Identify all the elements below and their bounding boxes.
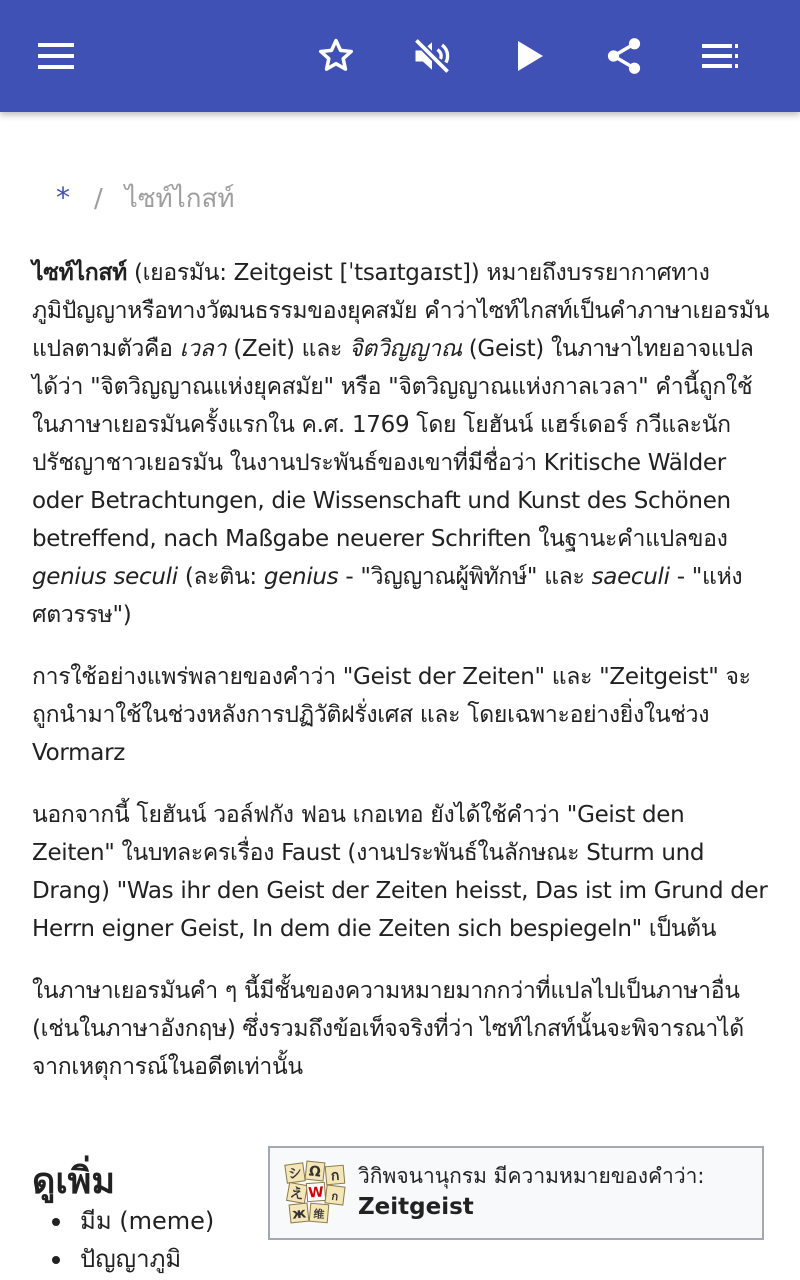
italic-term: จิตวิญญาณ — [349, 336, 462, 362]
svg-text:え: え — [288, 1184, 306, 1204]
wiktionary-label: วิกิพจนานุกรม มีความหมายของคำว่า: — [358, 1164, 705, 1188]
svg-text:Ω: Ω — [308, 1163, 322, 1181]
svg-text:维: 维 — [312, 1207, 325, 1222]
text-run: (Zeit) และ — [226, 336, 350, 362]
text-run: (Geist) ในภาษาไทยอาจแปลได้ว่า "จิตวิญญาณแห่งยุคสมัย" หรือ "จิตวิญญาณแห่งกาลเวลา" คำนี้ถูกใช้ในภาษาเยอรมันครั้งแรกใน ค.ศ. 1769 โดย โยฮันน์ แฮร์เดอร์ กวีและนักปรัชญาชาวเยอรมัน ในงานประพันธ์ของเขาที่มีชื่อว่า Kritische Wälder oder Betrachtungen, die Wissenschaft und Kunst des Schönen betreffend, nach Maßgabe neuerer Schriften ในฐานะคำแปลของ — [32, 336, 754, 552]
text-run: (เยอรมัน: Zeitgeist [ˈtsaɪtgaɪst]) หมายถึงบรรยากาศทางภูมิปัญญาหรือทางวัฒนธรรมของยุคสมัย คำว่าไซท์ไกสท์เป็นคำภาษาเยอรมัน แปลตามตัวคือ — [32, 260, 770, 362]
italic-term: saeculi — [591, 564, 670, 590]
play-icon — [515, 39, 545, 73]
article-paragraph-meaning: ในภาษาเยอรมันคำ ๆ นี้มีชั้นของความหมายมากกว่าที่แปลไปเป็นภาษาอื่น (เช่นในภาษาอังกฤษ) ซึ่งรวมถึงข้อเท็จจริงที่ว่า ไซท์ไกสท์นั้นจะพิจารณาได้จากเหตุการณ์ในอดีตเท่านั้น — [32, 978, 744, 1080]
wiktionary-term-link[interactable]: Zeitgeist — [358, 1194, 474, 1220]
mute-button[interactable] — [404, 28, 460, 84]
app-toolbar — [0, 0, 800, 112]
svg-text:シ: シ — [287, 1165, 304, 1183]
svg-text:W: W — [307, 1184, 325, 1202]
see-also-item[interactable]: มีม (meme) — [32, 1202, 214, 1240]
italic-term: genius — [263, 564, 339, 590]
svg-text:ก: ก — [330, 1189, 339, 1204]
article-paragraph-usage: การใช้อย่างแพร่พลายของคำว่า "Geist der Zeiten" และ "Zeitgeist" จะถูกนำมาใช้ในช่วงหลังการปฏิวัติฝรั่งเศส และ โดยเฉพาะอย่างยิ่งในช่วง Vormarz — [32, 664, 751, 766]
breadcrumb — [56, 178, 234, 219]
menu-button[interactable] — [28, 28, 84, 84]
wiktionary-logo-icon — [282, 1158, 348, 1224]
menu-icon — [36, 41, 76, 71]
see-also-list — [32, 1202, 214, 1278]
text-run: (ละติน: — [177, 564, 264, 590]
bookmark-button[interactable] — [308, 28, 364, 84]
play-button[interactable] — [502, 28, 558, 84]
list-icon — [700, 42, 740, 70]
article-paragraph-intro — [32, 254, 772, 634]
breadcrumb-current: ไซท์ไกสท์ — [124, 184, 235, 214]
article-title-term: ไซท์ไกสท์ — [32, 260, 127, 286]
mute-icon — [410, 34, 454, 78]
star-icon — [315, 35, 357, 77]
text-run: - "วิญญาณผู้พิทักษ์" และ — [338, 564, 592, 590]
breadcrumb-root-link[interactable]: * — [56, 181, 70, 214]
wiktionary-box[interactable] — [268, 1146, 764, 1240]
article-body — [32, 254, 772, 1110]
svg-text:ж: ж — [291, 1205, 307, 1223]
share-icon — [603, 34, 645, 78]
breadcrumb-separator: / — [94, 184, 103, 214]
svg-text:ก: ก — [330, 1167, 341, 1185]
article-paragraph-goethe: นอกจากนี้ โยฮันน์ วอล์ฟกัง ฟอน เกอเทอ ยังได้ใช้คำว่า "Geist den Zeiten" ในบทละครเรื่อง Faust (งานประพันธ์ในลักษณะ Sturm und Drang) "Was ihr den Geist der Zeiten heisst, Das ist im Grund der Herrn eigner Geist, In dem die Zeiten sich bespiegeln" เป็นต้น — [32, 802, 768, 942]
share-button[interactable] — [596, 28, 652, 84]
see-also-item[interactable]: ปัญญาภูมิ — [32, 1240, 214, 1278]
contents-button[interactable] — [692, 28, 748, 84]
see-also-heading: ดูเพิ่ม — [32, 1161, 116, 1202]
italic-term: genius seculi — [32, 564, 178, 590]
text-run: - "แห่งศตวรรษ") — [32, 564, 743, 628]
italic-term: เวลา — [179, 336, 227, 362]
